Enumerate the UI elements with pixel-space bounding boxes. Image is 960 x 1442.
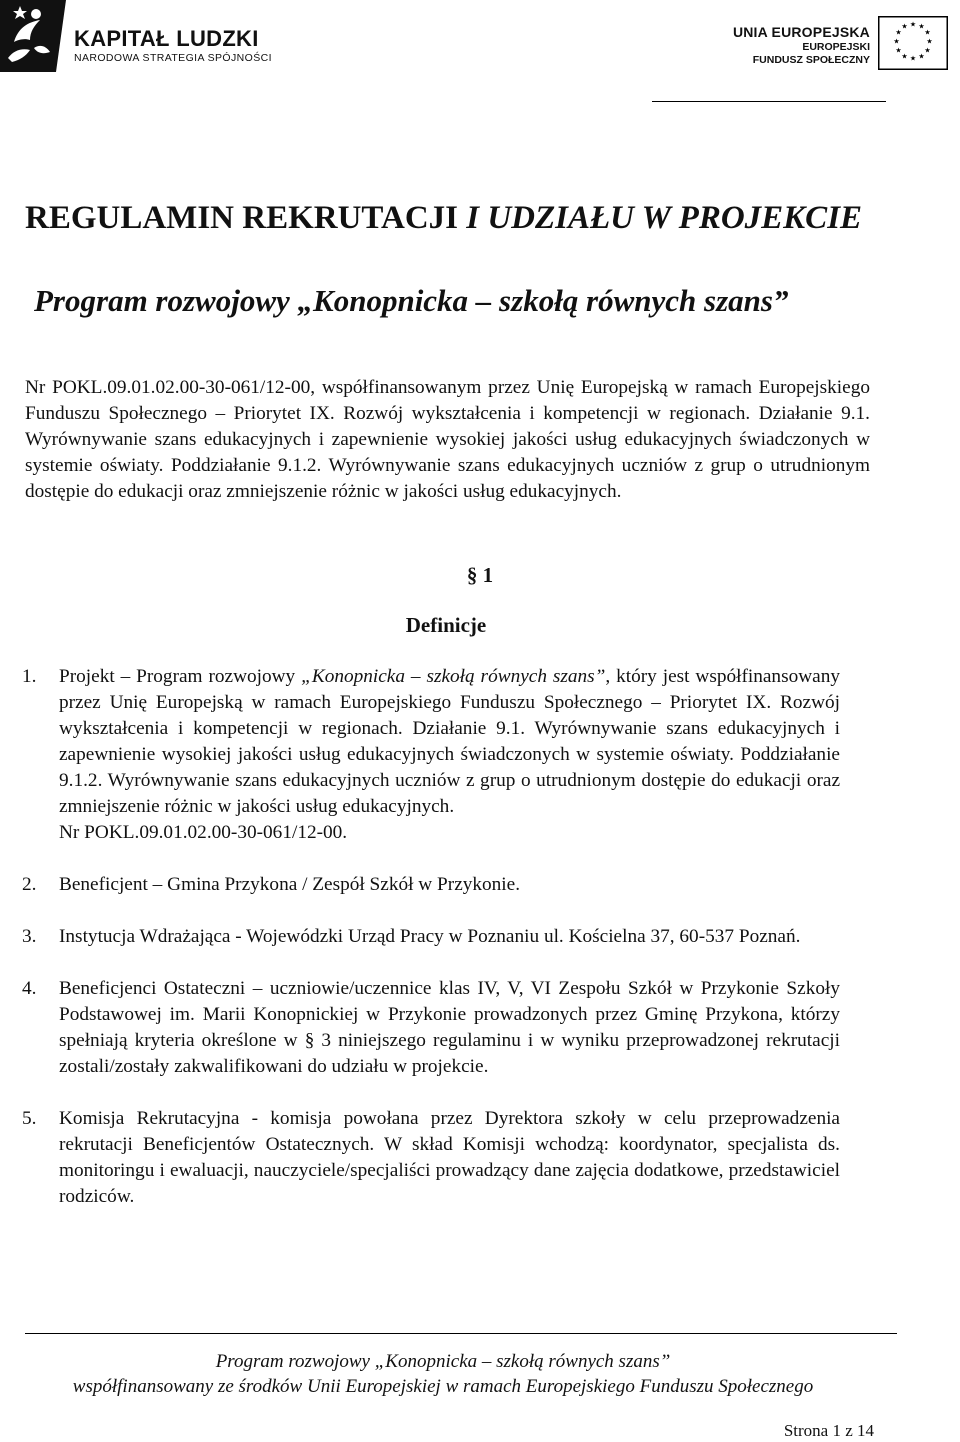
document-title-part2: I UDZIAŁU W PROJEKCIE xyxy=(466,200,863,236)
definition-item xyxy=(22,872,840,898)
footer-line-1: Program rozwojowy „Konopnicka – szkołą równych szans” xyxy=(215,1351,671,1372)
definition-number: 5. xyxy=(22,1108,37,1129)
definition-text: Instytucja Wdrażająca - Wojewódzki Urząd Pracy w Poznaniu ul. Kościelna 37, 60-537 Poznań. xyxy=(59,926,801,947)
document-title xyxy=(25,200,862,237)
svg-text:★: ★ xyxy=(918,22,925,31)
section-sign: § 1 xyxy=(466,563,494,587)
definition-item xyxy=(22,976,840,1080)
definition-number: 1. xyxy=(22,666,37,687)
intro-paragraph: Nr POKL.09.01.02.00-30-061/12-00, współfinansowanym przez Unię Europejską w ramach Europejskiego Funduszu Społecznego – Priorytet IX. Rozwój wykształcenia i kompetencji w regionach. Działanie 9.1. Wyrównywanie szans edukacyjnych i zapewnienie wysokiej jakości usług edukacyjnych świadczonych w systemie oświaty. Poddziałanie 9.1.2. Wyrównywanie szans edukacyjnych uczniów z grup o utrudnionym dostępie do edukacji oraz zmniejszenie różnic w jakości usług edukacyjnych. xyxy=(25,377,870,502)
eu-fund-label-2: FUNDUSZ SPOŁECZNY xyxy=(752,54,870,66)
eu-fund-label-1: EUROPEJSKI xyxy=(802,41,870,53)
section-heading: Definicje xyxy=(405,613,487,637)
definition-item xyxy=(22,924,840,950)
page-footer xyxy=(0,1349,886,1399)
definition-text: Komisja Rekrutacyjna - komisja powołana przez Dyrektora szkoły w celu przeprowadzenia rekrutacji Beneficjentów Ostatecznych. W skład Komisji wchodzą: koordynator, specjalista ds. monitoringu i ewaluacji, nauczyciele/specjaliści prowadzący dane zajęcia dodatkowe, przedstawiciel rodziców. xyxy=(59,1108,840,1207)
kapital-ludzki-subtitle: NARODOWA STRATEGIA SPÓJNOŚCI xyxy=(74,52,272,64)
svg-text:★: ★ xyxy=(924,28,931,37)
definition-project-name: „Konopnicka – szkołą równych szans” xyxy=(301,666,606,687)
definition-number: 4. xyxy=(22,978,37,999)
document-subtitle: Program rozwojowy „Konopnicka – szkołą równych szans” xyxy=(34,283,789,318)
svg-text:★: ★ xyxy=(926,37,933,46)
definition-text-cont: , który jest współfinansowany przez Unię Europejską w ramach Europejskiego Funduszu Społecznego – Priorytet IX. Rozwój wykształcenia i kompetencji w regionach. Działanie 9.1. Wyrównywanie szans edukacyjnych i zapewnienie wysokiej jakości usług edukacyjnych świadczonych w systemie oświaty. Poddziałanie 9.1.2. Wyrównywanie szans edukacyjnych uczniów z grup o utrudnionym dostępie do edukacji oraz zmniejszenie różnic w jakości usług edukacyjnych. xyxy=(59,666,840,817)
svg-text:★: ★ xyxy=(901,22,908,31)
definition-text: Beneficjent – Gmina Przykona / Zespół Szkół w Przykonie. xyxy=(59,874,521,895)
definition-project-number: Nr POKL.09.01.02.00-30-061/12-00. xyxy=(59,822,348,843)
svg-text:★: ★ xyxy=(895,28,902,37)
definitions-list xyxy=(22,664,840,1236)
definition-text: Projekt – Program rozwojowy xyxy=(59,666,302,687)
definition-text: Beneficjenci Ostateczni – uczniowie/uczennice klas IV, V, VI Zespołu Szkół w Przykonie Szkoły Podstawowej im. Marii Konopnickiej w Przykonie prowadzonych przez Gminę Przykona, którzy spełniają kryteria określone w § 3 niniejszego regulaminu i w wyniku przeprowadzonej rekrutacji zostali/zostały zakwalifikowani do udziału w projekcie. xyxy=(59,978,840,1077)
footer-line-2: współfinansowany ze środków Unii Europejskiej w ramach Europejskiego Funduszu Społecznego xyxy=(72,1376,814,1397)
kapital-ludzki-logo xyxy=(0,0,66,72)
eu-flag-icon xyxy=(878,16,948,70)
kapital-ludzki-title: KAPITAŁ LUDZKI xyxy=(74,26,259,51)
footer-divider xyxy=(25,1333,897,1334)
definition-item xyxy=(22,1106,840,1210)
document-title-part1: REGULAMIN REKRUTACJI xyxy=(25,200,467,236)
header-divider xyxy=(652,101,886,102)
definition-item xyxy=(22,664,840,846)
svg-text:★: ★ xyxy=(901,52,908,61)
page-header xyxy=(0,0,960,110)
eu-union-label: UNIA EUROPEJSKA xyxy=(732,24,870,40)
svg-text:★: ★ xyxy=(918,52,925,61)
svg-text:★: ★ xyxy=(924,46,931,55)
definition-number: 3. xyxy=(22,926,37,947)
svg-text:★: ★ xyxy=(893,37,900,46)
svg-text:★: ★ xyxy=(909,20,917,29)
svg-text:★: ★ xyxy=(909,54,917,63)
svg-text:★: ★ xyxy=(895,46,902,55)
eu-label xyxy=(733,24,870,67)
page-number: Strona 1 z 14 xyxy=(783,1421,874,1440)
definition-number: 2. xyxy=(22,874,37,895)
